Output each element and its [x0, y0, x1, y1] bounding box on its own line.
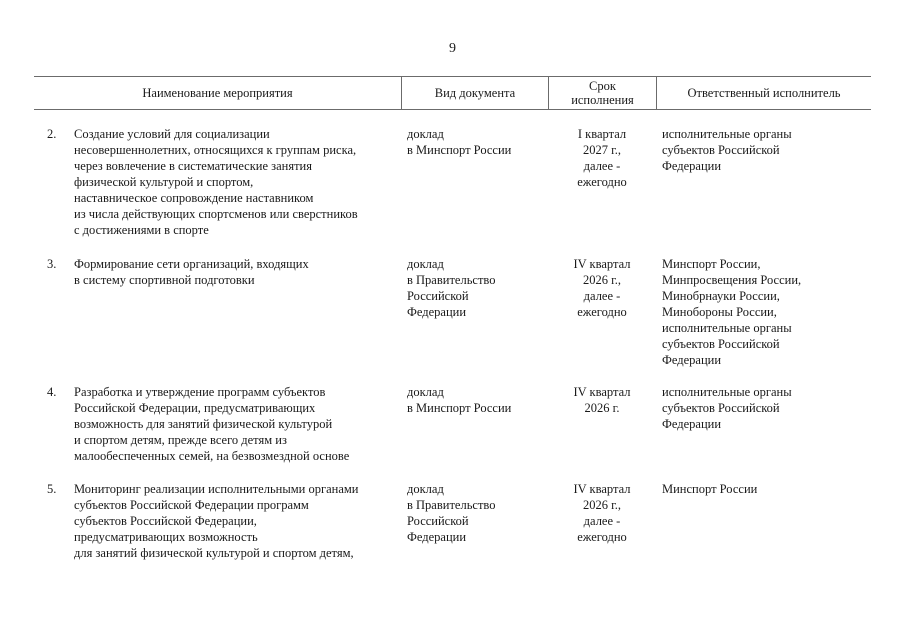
row-doc-type: доклад в Правительство Российской Федерации [407, 257, 496, 319]
row-event-name: Создание условий для социализации несовершеннолетних, относящихся к группам риска, через вовлечение в систематические занятия физической культурой и спортом, наставническое сопровождение наставником из числа действующих спортсменов или сверстников с достижениями в спорте [74, 127, 358, 237]
row-event-name: Формирование сети организаций, входящих в систему спортивной подготовки [74, 257, 309, 287]
header-bottom-rule [34, 109, 871, 110]
row-number: 2. [47, 127, 57, 141]
row-number: 4. [47, 385, 57, 399]
page-number: 9 [449, 41, 456, 56]
row-doc-type: доклад в Правительство Российской Федерации [407, 482, 496, 544]
row-doc-type: доклад в Минспорт России [407, 385, 512, 415]
row-event-name: Мониторинг реализации исполнительными органами субъектов Российской Федерации программ субъектов Российской Федерации, предусматривающих возможность для занятий физической культурой и спортом детям, [74, 482, 359, 560]
header-doc-type [402, 76, 548, 109]
row-deadline: IV квартал 2026 г., далее - ежегодно [573, 257, 631, 319]
header-responsible-label: Ответственный исполнитель [687, 85, 841, 100]
header-name-label: Наименование мероприятия [142, 85, 293, 100]
row-number: 3. [47, 257, 57, 271]
row-responsible: Минспорт России, Минпросвещения России, Минобрнауки России, Минобороны России, исполнительные органы субъектов Российской Федерации [662, 257, 802, 367]
row-responsible: Минспорт России [662, 482, 758, 496]
header-deadline-label: Срок исполнения [571, 78, 634, 107]
row-responsible: исполнительные органы субъектов Российской Федерации [662, 127, 792, 173]
header-deadline [549, 76, 656, 109]
header-responsible [657, 76, 871, 109]
header-doc-type-label: Вид документа [434, 85, 516, 100]
header-name [34, 76, 401, 109]
row-deadline: IV квартал 2026 г. [573, 385, 631, 415]
row-number: 5. [47, 482, 57, 496]
row-doc-type: доклад в Минспорт России [407, 127, 512, 157]
row-event-name: Разработка и утверждение программ субъектов Российской Федерации, предусматривающих возможность для занятий физической культурой и спортом детям, прежде всего детям из малообеспеченных семей, на безвозмездной основе [74, 385, 350, 463]
row-deadline: I квартал 2027 г., далее - ежегодно [577, 127, 627, 189]
row-deadline: IV квартал 2026 г., далее - ежегодно [573, 482, 631, 544]
row-responsible: исполнительные органы субъектов Российской Федерации [662, 385, 792, 431]
